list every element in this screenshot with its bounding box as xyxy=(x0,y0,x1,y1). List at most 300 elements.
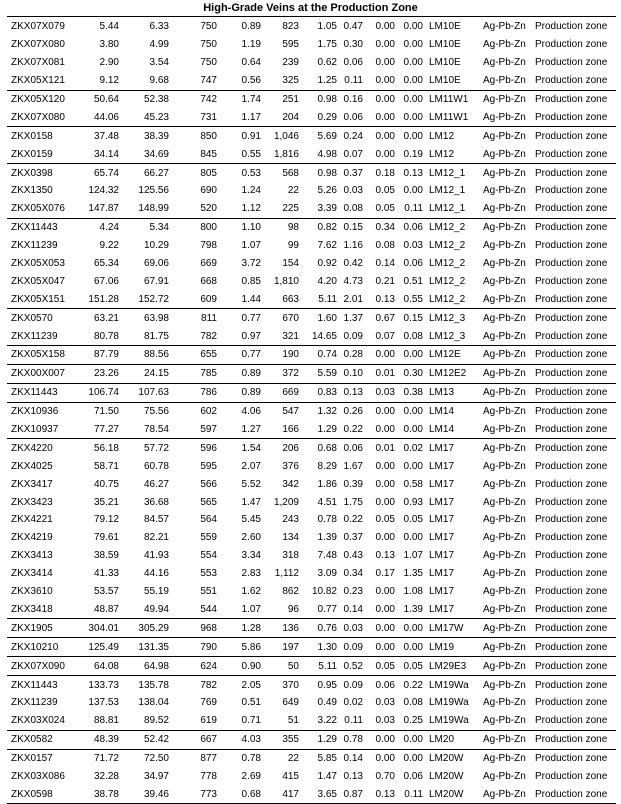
cell-sn: 0.05 xyxy=(395,657,423,676)
cell-zone: Production zone xyxy=(529,127,616,145)
cell-to: 34.69 xyxy=(143,148,169,160)
cell-drillhole: ZKX00X007 xyxy=(7,364,73,383)
cell-from: 71.72 xyxy=(73,749,119,767)
cell-vein: LM11W1 xyxy=(423,90,477,108)
cell-ag: 862 xyxy=(282,586,299,598)
cell-vein: LM17 xyxy=(429,568,455,580)
cell-drillhole: ZKX4220 xyxy=(7,439,73,457)
table-row xyxy=(7,237,616,255)
cell-elevation: 731 xyxy=(200,111,217,123)
cell-ag: 372 xyxy=(261,364,299,383)
cell-sn: 0.00 xyxy=(403,75,423,87)
cell-ag: 239 xyxy=(282,57,299,69)
cell-width: 0.51 xyxy=(241,697,261,709)
cell-to: 36.68 xyxy=(143,496,169,508)
cell-to: 44.16 xyxy=(143,568,169,580)
table-row xyxy=(7,36,616,54)
cell-sn: 1.39 xyxy=(403,603,423,615)
cell-to: 5.34 xyxy=(119,218,169,236)
cell-drillhole: ZKX05X120 xyxy=(7,90,73,108)
cell-elevation: 619 xyxy=(200,715,217,727)
cell-zn: 0.37 xyxy=(343,532,363,544)
cell-ag: 1,810 xyxy=(273,275,299,287)
cell-to: 10.29 xyxy=(143,240,169,252)
cell-from: 151.28 xyxy=(88,293,119,305)
cell-vein: LM12 xyxy=(423,127,477,145)
cell-elevation: 811 xyxy=(169,309,217,327)
cell-from: 35.21 xyxy=(93,496,119,508)
cell-elevation: 551 xyxy=(200,586,217,598)
cell-zone: Production zone xyxy=(535,258,608,270)
cell-zone: Production zone xyxy=(529,364,616,383)
cell-pb: 0.82 xyxy=(299,218,337,236)
cell-sn: 0.00 xyxy=(403,460,423,472)
cell-zone: Production zone xyxy=(535,568,608,580)
cell-elevation: 554 xyxy=(200,550,217,562)
cell-zn: 0.30 xyxy=(343,39,363,51)
cell-elevation: 596 xyxy=(169,439,217,457)
cell-to: 135.78 xyxy=(119,676,169,694)
table-row xyxy=(7,346,616,365)
cell-from: 3.80 xyxy=(99,39,119,51)
cell-sn: 0.19 xyxy=(403,148,423,160)
cell-ag: 154 xyxy=(282,258,299,270)
cell-pb: 1.32 xyxy=(299,402,337,420)
cell-pb: 3.65 xyxy=(299,785,337,803)
cell-to: 9.68 xyxy=(149,75,169,87)
cell-pb: 1.86 xyxy=(317,478,337,490)
cell-width: 0.71 xyxy=(241,715,261,727)
cell-width: 5.45 xyxy=(241,514,261,526)
cell-elevation: 750 xyxy=(200,21,217,33)
cell-deposit: Ag-Pb-Zn xyxy=(483,293,526,305)
cell-zn: 0.11 xyxy=(344,715,363,727)
cell-width: 0.77 xyxy=(217,309,261,327)
cell-deposit: Ag-Pb-Zn xyxy=(477,402,529,420)
cell-zone: Production zone xyxy=(535,185,608,197)
cell-elevation: 786 xyxy=(169,383,217,402)
cell-sn: 1.35 xyxy=(403,568,423,580)
table-row xyxy=(7,785,616,803)
cell-zone: Production zone xyxy=(535,424,608,436)
cell-width: 1.27 xyxy=(241,424,261,436)
cell-from: 9.22 xyxy=(99,240,119,252)
cell-zone: Production zone xyxy=(535,39,608,51)
cell-vein: LM17 xyxy=(429,550,455,562)
cell-sn: 0.30 xyxy=(395,364,423,383)
cell-to: 82.21 xyxy=(143,532,169,544)
cell-ag: 22 xyxy=(287,185,299,197)
cell-from: 124.32 xyxy=(88,185,119,197)
cell-zone: Production zone xyxy=(529,676,616,694)
table-row xyxy=(7,457,616,475)
cell-deposit: Ag-Pb-Zn xyxy=(483,275,526,287)
cell-pb: 14.65 xyxy=(311,330,337,342)
cell-sn: 0.00 xyxy=(395,346,423,365)
cell-to: 75.56 xyxy=(119,402,169,420)
cell-pb: 0.62 xyxy=(317,57,337,69)
cell-sn: 0.00 xyxy=(403,57,423,69)
cell-width: 0.55 xyxy=(241,148,261,160)
table-row xyxy=(7,657,616,676)
cell-from: 64.08 xyxy=(73,657,119,676)
cell-pb: 1.05 xyxy=(317,21,337,33)
cell-from: 304.01 xyxy=(73,619,119,638)
cell-cu: 0.00 xyxy=(363,638,395,657)
cell-to: 63.98 xyxy=(119,309,169,327)
cell-zn: 0.09 xyxy=(337,638,363,657)
cell-sn: 0.13 xyxy=(395,164,423,182)
cell-vein: LM12_2 xyxy=(423,218,477,236)
cell-zone: Production zone xyxy=(529,638,616,657)
cell-cu: 0.03 xyxy=(375,715,395,727)
cell-elevation: 968 xyxy=(169,619,217,638)
table-row xyxy=(7,54,616,72)
cell-zn: 0.10 xyxy=(337,364,363,383)
cell-cu: 0.67 xyxy=(363,309,395,327)
table-row xyxy=(7,402,616,420)
cell-from: 50.64 xyxy=(73,90,119,108)
cell-zn: 0.11 xyxy=(344,75,363,87)
cell-pb: 1.75 xyxy=(317,39,337,51)
cell-zone: Production zone xyxy=(529,402,616,420)
cell-ag: 251 xyxy=(261,90,299,108)
cell-from: 65.74 xyxy=(73,164,119,182)
cell-cu: 0.00 xyxy=(375,603,395,615)
cell-cu: 0.00 xyxy=(375,478,395,490)
cell-drillhole: ZKX3414 xyxy=(11,568,53,580)
cell-deposit: Ag-Pb-Zn xyxy=(483,770,526,782)
cell-deposit: Ag-Pb-Zn xyxy=(483,697,526,709)
cell-zone: Production zone xyxy=(535,715,608,727)
cell-ag: 204 xyxy=(282,111,299,123)
cell-elevation: 595 xyxy=(200,460,217,472)
cell-drillhole: ZKX1350 xyxy=(11,185,53,197)
cell-sn: 0.00 xyxy=(395,90,423,108)
cell-sn: 0.08 xyxy=(403,697,423,709)
cell-vein: LM17W xyxy=(423,619,477,638)
cell-deposit: Ag-Pb-Zn xyxy=(483,603,526,615)
cell-to: 125.56 xyxy=(138,185,169,197)
cell-elevation: 609 xyxy=(200,293,217,305)
cell-to: 138.04 xyxy=(138,697,169,709)
cell-sn: 0.00 xyxy=(403,185,423,197)
cell-vein: LM10E xyxy=(429,39,461,51)
cell-zn: 0.28 xyxy=(337,346,363,365)
cell-pb: 0.78 xyxy=(317,514,337,526)
cell-zn: 0.39 xyxy=(343,478,363,490)
cell-to: 69.06 xyxy=(143,258,169,270)
cell-drillhole: ZKX05X158 xyxy=(7,346,73,365)
cell-elevation: 798 xyxy=(200,240,217,252)
cell-zone: Production zone xyxy=(529,785,616,803)
cell-width: 4.06 xyxy=(217,402,261,420)
cell-width: 1.07 xyxy=(241,240,261,252)
cell-elevation: 564 xyxy=(200,514,217,526)
cell-zn: 4.73 xyxy=(343,275,363,287)
cell-cu: 0.14 xyxy=(375,258,395,270)
cell-pb: 3.39 xyxy=(317,203,337,215)
cell-to: 34.97 xyxy=(143,770,169,782)
cell-elevation: 785 xyxy=(169,364,217,383)
cell-deposit: Ag-Pb-Zn xyxy=(483,111,526,123)
table-row xyxy=(7,255,616,273)
cell-elevation: 800 xyxy=(169,218,217,236)
cell-to: 41.93 xyxy=(143,550,169,562)
cell-ag: 669 xyxy=(261,383,299,402)
cell-elevation: 520 xyxy=(200,203,217,215)
cell-drillhole: ZKX10936 xyxy=(7,402,73,420)
cell-from: 37.48 xyxy=(73,127,119,145)
cell-vein: LM12E xyxy=(423,346,477,365)
cell-cu: 0.00 xyxy=(375,460,395,472)
cell-ag: 197 xyxy=(261,638,299,657)
cell-width: 0.89 xyxy=(217,364,261,383)
cell-drillhole: ZKX4221 xyxy=(11,514,53,526)
cell-width: 0.85 xyxy=(241,275,261,287)
cell-deposit: Ag-Pb-Zn xyxy=(477,90,529,108)
cell-zone: Production zone xyxy=(535,275,608,287)
cell-width: 2.69 xyxy=(241,770,261,782)
cell-zone: Production zone xyxy=(535,148,608,160)
cell-zn: 0.16 xyxy=(337,90,363,108)
cell-drillhole: ZKX4219 xyxy=(11,532,53,544)
cell-vein: LM10E xyxy=(429,21,461,33)
cell-zn: 1.16 xyxy=(343,240,363,252)
cell-pb: 1.30 xyxy=(299,638,337,657)
cell-sn: 0.00 xyxy=(403,21,423,33)
cell-cu: 0.00 xyxy=(375,39,395,51)
cell-vein: LM19Wa xyxy=(423,676,477,694)
cell-ag: 547 xyxy=(261,402,299,420)
cell-cu: 0.34 xyxy=(363,218,395,236)
cell-cu: 0.00 xyxy=(363,402,395,420)
cell-from: 48.87 xyxy=(93,603,119,615)
cell-pb: 0.77 xyxy=(317,603,337,615)
cell-sn: 0.00 xyxy=(403,39,423,51)
cell-ag: 670 xyxy=(261,309,299,327)
table-row xyxy=(7,749,616,767)
table-row xyxy=(7,601,616,619)
cell-cu: 0.00 xyxy=(375,111,395,123)
cell-drillhole: ZKX11239 xyxy=(11,330,58,342)
cell-width: 0.64 xyxy=(241,57,261,69)
cell-cu: 0.00 xyxy=(375,148,395,160)
cell-zone: Production zone xyxy=(529,164,616,182)
cell-from: 34.14 xyxy=(93,148,119,160)
cell-zn: 0.08 xyxy=(343,203,363,215)
cell-to: 24.15 xyxy=(119,364,169,383)
cell-ag: 649 xyxy=(282,697,299,709)
cell-to: 39.46 xyxy=(119,785,169,803)
cell-vein: LM10E xyxy=(429,57,461,69)
cell-width: 0.77 xyxy=(217,346,261,365)
cell-width: 1.54 xyxy=(217,439,261,457)
cell-zone: Production zone xyxy=(535,21,608,33)
cell-ag: 98 xyxy=(261,218,299,236)
cell-zone: Production zone xyxy=(529,619,616,638)
cell-drillhole: ZKX05X151 xyxy=(11,293,65,305)
table-row xyxy=(7,676,616,694)
table-row xyxy=(7,712,616,730)
cell-deposit: Ag-Pb-Zn xyxy=(477,218,529,236)
cell-pb: 3.22 xyxy=(317,715,337,727)
cell-vein: LM12_2 xyxy=(429,293,466,305)
cell-elevation: 566 xyxy=(200,478,217,490)
cell-drillhole: ZKX11239 xyxy=(11,697,58,709)
cell-zn: 0.23 xyxy=(343,586,363,598)
cell-from: 71.50 xyxy=(73,402,119,420)
cell-vein: LM12E2 xyxy=(423,364,477,383)
cell-vein: LM12_2 xyxy=(429,240,466,252)
cell-vein: LM20W xyxy=(423,749,477,767)
cell-drillhole: ZKX07X081 xyxy=(11,57,65,69)
cell-from: 137.53 xyxy=(88,697,119,709)
cell-to: 52.38 xyxy=(119,90,169,108)
cell-deposit: Ag-Pb-Zn xyxy=(483,478,526,490)
cell-vein: LM13 xyxy=(423,383,477,402)
cell-deposit: Ag-Pb-Zn xyxy=(477,127,529,145)
cell-to: 152.72 xyxy=(138,293,169,305)
cell-sn: 0.08 xyxy=(403,330,423,342)
cell-width: 1.12 xyxy=(241,203,261,215)
table-row xyxy=(7,730,616,749)
cell-drillhole: ZKX0158 xyxy=(7,127,73,145)
cell-zn: 0.06 xyxy=(343,57,363,69)
cell-deposit: Ag-Pb-Zn xyxy=(477,383,529,402)
cell-zone: Production zone xyxy=(529,309,616,327)
cell-from: 88.81 xyxy=(93,715,119,727)
cell-to: 88.56 xyxy=(119,346,169,365)
cell-width: 3.72 xyxy=(241,258,261,270)
cell-from: 32.28 xyxy=(93,770,119,782)
cell-elevation: 624 xyxy=(169,657,217,676)
cell-width: 1.24 xyxy=(241,185,261,197)
cell-sn: 0.00 xyxy=(395,402,423,420)
cell-drillhole: ZKX05X076 xyxy=(11,203,65,215)
cell-width: 1.17 xyxy=(241,111,261,123)
cell-vein: LM12_1 xyxy=(429,185,466,197)
cell-sn: 0.11 xyxy=(395,785,423,803)
cell-zone: Production zone xyxy=(529,657,616,676)
cell-elevation: 790 xyxy=(169,638,217,657)
cell-deposit: Ag-Pb-Zn xyxy=(477,164,529,182)
cell-drillhole: ZKX3423 xyxy=(11,496,53,508)
cell-elevation: 667 xyxy=(169,730,217,749)
table-row xyxy=(7,90,616,108)
cell-deposit: Ag-Pb-Zn xyxy=(477,309,529,327)
cell-cu: 0.06 xyxy=(363,676,395,694)
cell-elevation: 805 xyxy=(169,164,217,182)
cell-sn: 0.00 xyxy=(395,619,423,638)
cell-deposit: Ag-Pb-Zn xyxy=(483,148,526,160)
cell-sn: 0.00 xyxy=(395,638,423,657)
cell-cu: 0.00 xyxy=(363,730,395,749)
cell-zn: 0.13 xyxy=(343,770,363,782)
cell-from: 5.44 xyxy=(99,21,119,33)
cell-vein: LM19Wa xyxy=(429,715,469,727)
table-row xyxy=(7,309,616,327)
cell-ag: 243 xyxy=(282,514,299,526)
cell-deposit: Ag-Pb-Zn xyxy=(483,514,526,526)
cell-sn: 0.02 xyxy=(395,439,423,457)
cell-elevation: 750 xyxy=(200,57,217,69)
cell-cu: 0.00 xyxy=(363,346,395,365)
cell-drillhole: ZKX4025 xyxy=(11,460,53,472)
cell-zone: Production zone xyxy=(535,75,608,87)
cell-zn: 0.87 xyxy=(337,785,363,803)
cell-deposit: Ag-Pb-Zn xyxy=(483,715,526,727)
cell-zn: 0.03 xyxy=(343,185,363,197)
cell-ag: 1,209 xyxy=(273,496,299,508)
cell-sn: 0.03 xyxy=(403,240,423,252)
cell-cu: 0.01 xyxy=(363,439,395,457)
cell-sn: 0.51 xyxy=(403,275,423,287)
cell-from: 40.75 xyxy=(93,478,119,490)
cell-zone: Production zone xyxy=(529,439,616,457)
cell-cu: 0.05 xyxy=(375,514,395,526)
cell-cu: 0.00 xyxy=(363,619,395,638)
cell-zone: Production zone xyxy=(535,697,608,709)
cell-deposit: Ag-Pb-Zn xyxy=(483,496,526,508)
cell-drillhole: ZKX10937 xyxy=(11,424,59,436)
table-row xyxy=(7,583,616,601)
table-row xyxy=(7,127,616,145)
cell-width: 0.53 xyxy=(217,164,261,182)
cell-zn: 0.26 xyxy=(337,402,363,420)
cell-ag: 50 xyxy=(261,657,299,676)
cell-to: 46.27 xyxy=(143,478,169,490)
cell-ag: 595 xyxy=(282,39,299,51)
cell-from: 2.90 xyxy=(99,57,119,69)
cell-elevation: 747 xyxy=(200,75,217,87)
cell-elevation: 782 xyxy=(200,330,217,342)
cell-from: 38.59 xyxy=(93,550,119,562)
cell-vein: LM12_2 xyxy=(429,258,466,270)
table-row xyxy=(7,547,616,565)
table-row xyxy=(7,182,616,200)
cell-zone: Production zone xyxy=(535,478,608,490)
cell-elevation: 769 xyxy=(200,697,217,709)
cell-width: 1.74 xyxy=(217,90,261,108)
table-row xyxy=(7,18,616,36)
cell-zone: Production zone xyxy=(535,496,608,508)
cell-drillhole: ZKX11443 xyxy=(7,676,73,694)
cell-drillhole: ZKX0398 xyxy=(7,164,73,182)
cell-cu: 0.00 xyxy=(363,749,395,767)
cell-cu: 0.00 xyxy=(375,75,395,87)
cell-zone: Production zone xyxy=(529,90,616,108)
cell-to: 148.99 xyxy=(138,203,169,215)
cell-ag: 99 xyxy=(287,240,299,252)
cell-deposit: Ag-Pb-Zn xyxy=(477,657,529,676)
cell-deposit: Ag-Pb-Zn xyxy=(483,460,526,472)
cell-from: 9.12 xyxy=(99,75,119,87)
cell-vein: LM19 xyxy=(423,638,477,657)
cell-zn: 0.14 xyxy=(343,603,363,615)
cell-pb: 0.68 xyxy=(299,439,337,457)
cell-sn: 0.00 xyxy=(403,424,423,436)
cell-cu: 0.01 xyxy=(363,364,395,383)
cell-zn: 0.13 xyxy=(337,383,363,402)
cell-cu: 0.07 xyxy=(375,330,395,342)
cell-drillhole: ZKX0598 xyxy=(7,785,73,803)
cell-width: 2.60 xyxy=(241,532,261,544)
cell-deposit: Ag-Pb-Zn xyxy=(483,39,526,51)
cell-zn: 1.75 xyxy=(343,496,363,508)
cell-deposit: Ag-Pb-Zn xyxy=(477,364,529,383)
cell-cu: 0.08 xyxy=(375,240,395,252)
